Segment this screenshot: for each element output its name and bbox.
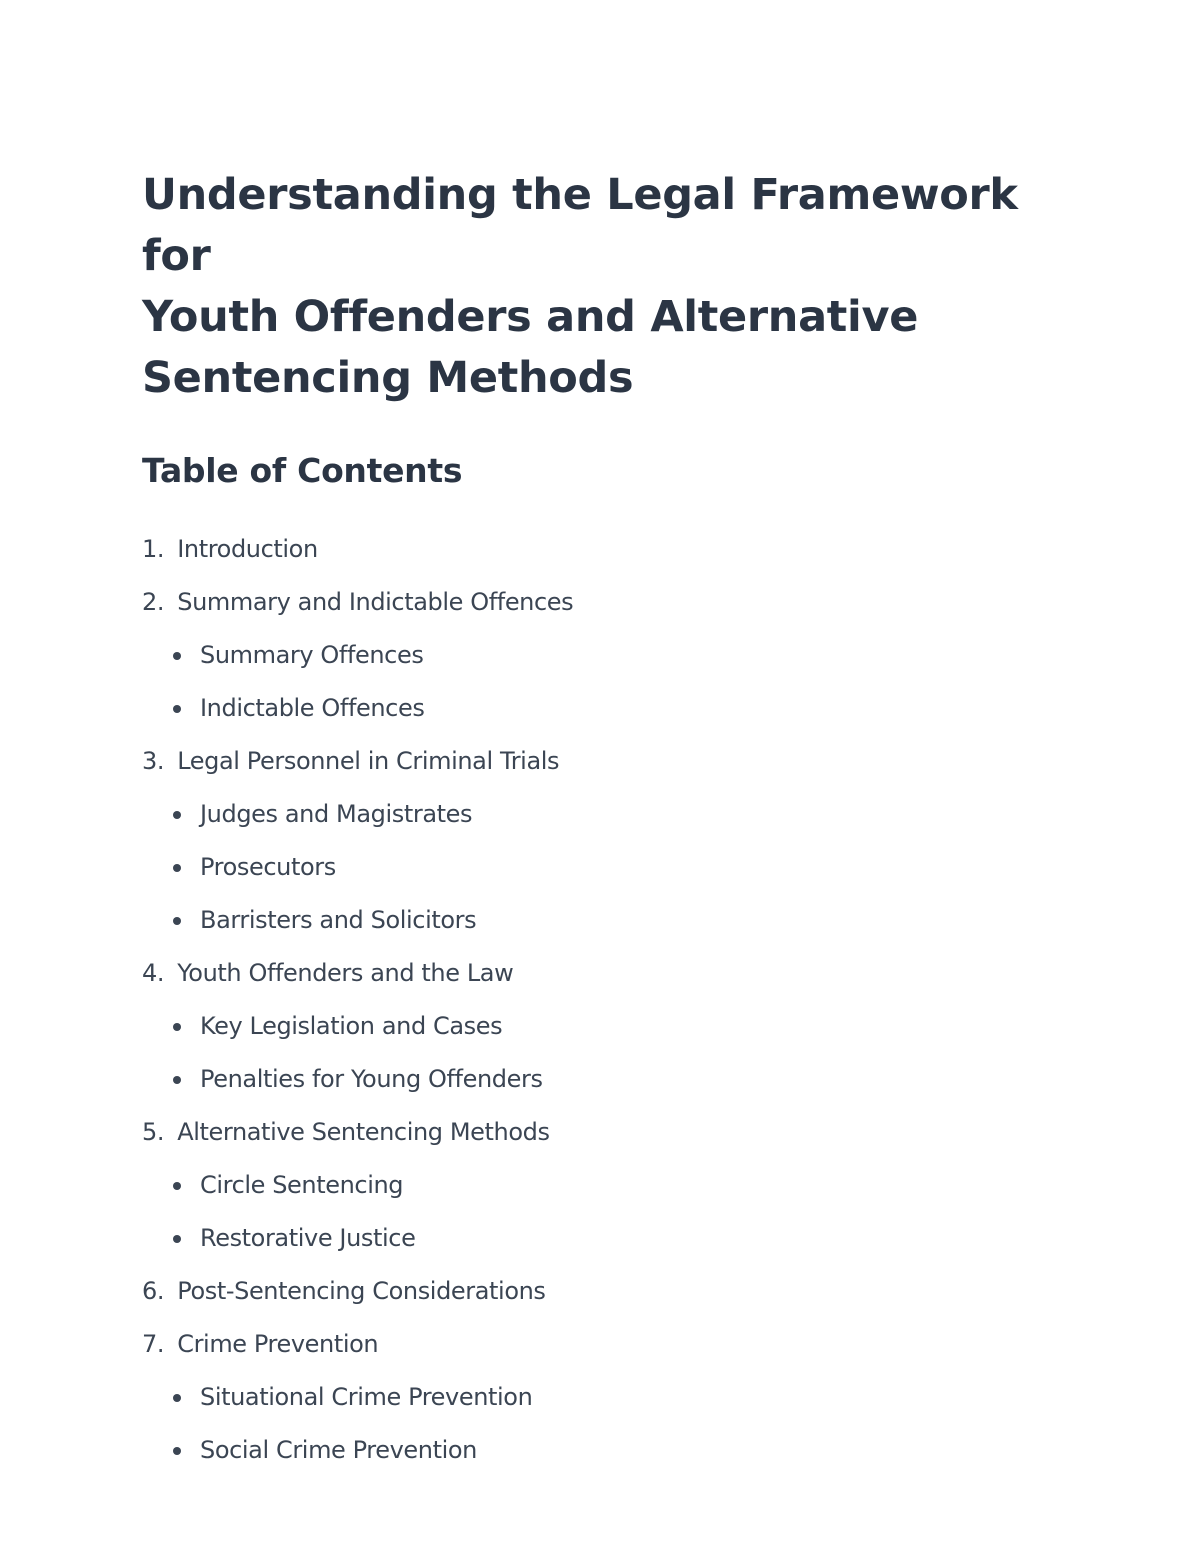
toc-label: Post-Sentencing Considerations — [177, 1277, 546, 1305]
bullet-icon — [173, 864, 181, 872]
title-line: Youth Offenders and Alternative — [142, 292, 919, 342]
toc-entry[interactable] — [142, 735, 1092, 788]
toc-entry[interactable] — [142, 1106, 1092, 1159]
toc-number: 3. — [142, 747, 165, 775]
table-of-contents — [142, 523, 1092, 1477]
toc-entry[interactable] — [142, 947, 1092, 1000]
toc-number: 1. — [142, 535, 165, 563]
toc-subitem[interactable] — [172, 1424, 1092, 1477]
bullet-icon — [173, 705, 181, 713]
toc-sublabel: Barristers and Solicitors — [200, 906, 477, 934]
toc-subitem[interactable] — [172, 841, 1092, 894]
toc-number: 2. — [142, 588, 165, 616]
toc-subitem[interactable] — [172, 1000, 1092, 1053]
toc-number: 6. — [142, 1277, 165, 1305]
toc-label: Introduction — [177, 535, 318, 563]
toc-label: Youth Offenders and the Law — [177, 959, 514, 987]
toc-sublabel: Situational Crime Prevention — [200, 1383, 533, 1411]
toc-subitem[interactable] — [172, 1212, 1092, 1265]
toc-subitem[interactable] — [172, 894, 1092, 947]
bullet-icon — [173, 1447, 181, 1455]
toc-item-crime-prevention — [142, 1318, 1092, 1477]
toc-entry[interactable] — [142, 1265, 1092, 1318]
bullet-icon — [173, 652, 181, 660]
title-line: Understanding the Legal Framework for — [142, 170, 1018, 281]
toc-subitem[interactable] — [172, 1371, 1092, 1424]
toc-entry[interactable] — [142, 576, 1092, 629]
toc-item-introduction — [142, 523, 1092, 576]
bullet-icon — [173, 1023, 181, 1031]
toc-sublist — [142, 788, 1092, 947]
toc-number: 5. — [142, 1118, 165, 1146]
toc-sublabel: Social Crime Prevention — [200, 1436, 477, 1464]
toc-sublabel: Summary Offences — [200, 641, 424, 669]
toc-sublabel: Key Legislation and Cases — [200, 1012, 503, 1040]
bullet-icon — [173, 1394, 181, 1402]
bullet-icon — [173, 1235, 181, 1243]
toc-sublabel: Penalties for Young Offenders — [200, 1065, 543, 1093]
toc-item-offences — [142, 576, 1092, 735]
toc-number: 4. — [142, 959, 165, 987]
toc-item-alternative-sentencing — [142, 1106, 1092, 1265]
toc-sublabel: Circle Sentencing — [200, 1171, 404, 1199]
bullet-icon — [173, 1076, 181, 1084]
toc-label: Alternative Sentencing Methods — [177, 1118, 550, 1146]
toc-item-youth-offenders — [142, 947, 1092, 1106]
toc-subitem[interactable] — [172, 788, 1092, 841]
toc-item-legal-personnel — [142, 735, 1092, 947]
toc-sublist — [142, 629, 1092, 735]
toc-sublist — [142, 1159, 1092, 1265]
toc-label: Legal Personnel in Criminal Trials — [177, 747, 560, 775]
title-line: Sentencing Methods — [142, 353, 634, 403]
toc-sublist — [142, 1371, 1092, 1477]
toc-sublabel: Restorative Justice — [200, 1224, 416, 1252]
toc-number: 7. — [142, 1330, 165, 1358]
toc-label: Crime Prevention — [177, 1330, 379, 1358]
toc-entry[interactable] — [142, 523, 1092, 576]
toc-sublist — [142, 1000, 1092, 1106]
toc-subitem[interactable] — [172, 682, 1092, 735]
toc-sublabel: Indictable Offences — [200, 694, 425, 722]
toc-label: Summary and Indictable Offences — [177, 588, 574, 616]
toc-item-post-sentencing — [142, 1265, 1092, 1318]
toc-heading: Table of Contents — [142, 451, 463, 490]
document-title — [142, 165, 1092, 409]
toc-sublabel: Prosecutors — [200, 853, 336, 881]
toc-subitem[interactable] — [172, 1159, 1092, 1212]
toc-subitem[interactable] — [172, 629, 1092, 682]
document-page — [142, 165, 1092, 1477]
bullet-icon — [173, 811, 181, 819]
bullet-icon — [173, 917, 181, 925]
toc-sublabel: Judges and Magistrates — [200, 800, 473, 828]
toc-entry[interactable] — [142, 1318, 1092, 1371]
bullet-icon — [173, 1182, 181, 1190]
toc-subitem[interactable] — [172, 1053, 1092, 1106]
